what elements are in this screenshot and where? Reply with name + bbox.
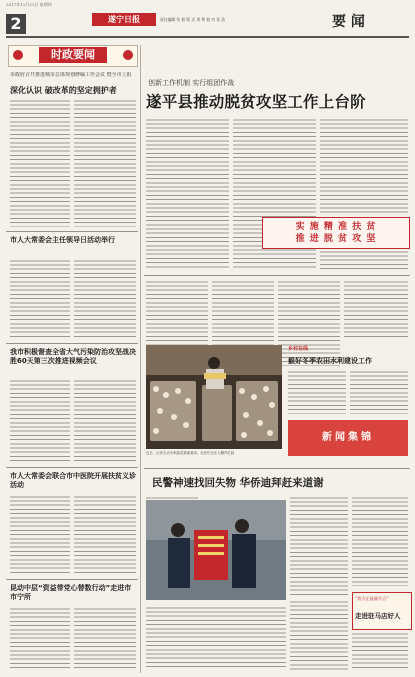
section-banner-title: 时政要闻 (51, 48, 95, 61)
second-headline: 民警神速找回失物 华侨迪拜赶来道谢 (152, 477, 324, 489)
article1-kicker: 市政府召开推进城市总体规划修编工作会议 暨全市上报 (10, 72, 132, 78)
greenhouse-photo-svg (146, 345, 282, 449)
article1-body-col2 (74, 99, 136, 227)
mid-body-col3 (278, 280, 340, 366)
divider (144, 468, 410, 469)
article2-body-col1 (10, 259, 70, 339)
good-people-body (352, 632, 408, 670)
right-story-title: 毅好冬季农田水利建设工作 (288, 357, 372, 365)
paper-logo-box (92, 13, 156, 26)
divider (6, 343, 138, 344)
second-body-col2b (290, 600, 348, 670)
right-story-body-col1 (288, 370, 346, 414)
divider (144, 275, 410, 276)
lead-body-col3 (320, 118, 408, 214)
divider (6, 579, 138, 580)
slogan-line-2: 推 进 脱 贫 攻 坚 (295, 234, 377, 244)
second-body-col2 (290, 496, 348, 596)
date-line: 2017年12月21日 星期四 (6, 2, 52, 7)
article1-title: 深化认识 破改革的坚定拥护者 (10, 86, 117, 95)
left-column (6, 45, 138, 673)
lead-kicker: 创新工作机制 实行组团作战 (148, 79, 235, 87)
good-people-tag: “我为正能量代言” (355, 596, 389, 601)
lead-headline: 遂平县推动脱贫攻坚工作上台阶 (146, 93, 366, 111)
article2-title: 市人大常委会主任领导日活动举行 (10, 236, 115, 244)
photo-caption: 近日，记者走访多家蔬菜基地看到，农民们正在大棚内忙碌 (146, 451, 235, 455)
news-banner-title: 新闻集锦 (322, 432, 374, 443)
article1-body-col1 (10, 99, 70, 227)
right-story-kicker: 乡村在线 (288, 346, 309, 352)
page-number: 2 (6, 14, 26, 34)
slogan-box (262, 217, 410, 249)
lead-body-col3b (320, 250, 408, 270)
divider (6, 467, 138, 468)
masthead-rule (6, 36, 409, 38)
good-people-title: 走进驻马店好人 (355, 612, 401, 620)
article5-body-col2 (74, 607, 136, 669)
article3-body-col2 (74, 379, 136, 463)
article3-title: 我市积极督查全省大气污染防治攻坚战决胜60天第三次推进视频会议 (10, 348, 136, 365)
section-banner (8, 45, 138, 67)
article2-body-col2 (74, 259, 136, 339)
issue-info (30, 20, 80, 28)
paper-logo: 遂宁日报 (108, 14, 140, 24)
banner-right-icon (123, 50, 133, 60)
slogan-line-1: 实 施 精 准 扶 贫 (295, 222, 377, 232)
article3-body-col1 (10, 379, 70, 463)
article5-body-col1 (10, 607, 70, 669)
divider (6, 231, 138, 232)
article4-body-col2 (74, 495, 136, 575)
editor-info: 责任编辑 张 毅 版 式 刘 利 校 对 张 浩 (160, 17, 226, 22)
section-title: 要 闻 (332, 14, 365, 30)
second-body-bottom (146, 606, 286, 670)
article4-title: 市人大常委会联合市中医院开展扶贫义诊活动 (10, 472, 136, 489)
right-story-body-col2 (350, 370, 408, 414)
second-body-col3 (352, 496, 408, 586)
article5-title: 昆动中层“资益带党心替数行动”走进市市宁所 (10, 584, 132, 601)
good-people-box (352, 592, 412, 630)
article4-body-col1 (10, 495, 70, 575)
police-photo-svg (146, 500, 286, 600)
police-photo (146, 500, 286, 600)
greenhouse-photo (146, 345, 282, 449)
banner-left-icon (13, 50, 23, 60)
mid-body-col4 (344, 280, 408, 340)
column-divider (140, 45, 141, 673)
lead-body-col1 (146, 118, 229, 270)
news-banner (288, 420, 408, 456)
